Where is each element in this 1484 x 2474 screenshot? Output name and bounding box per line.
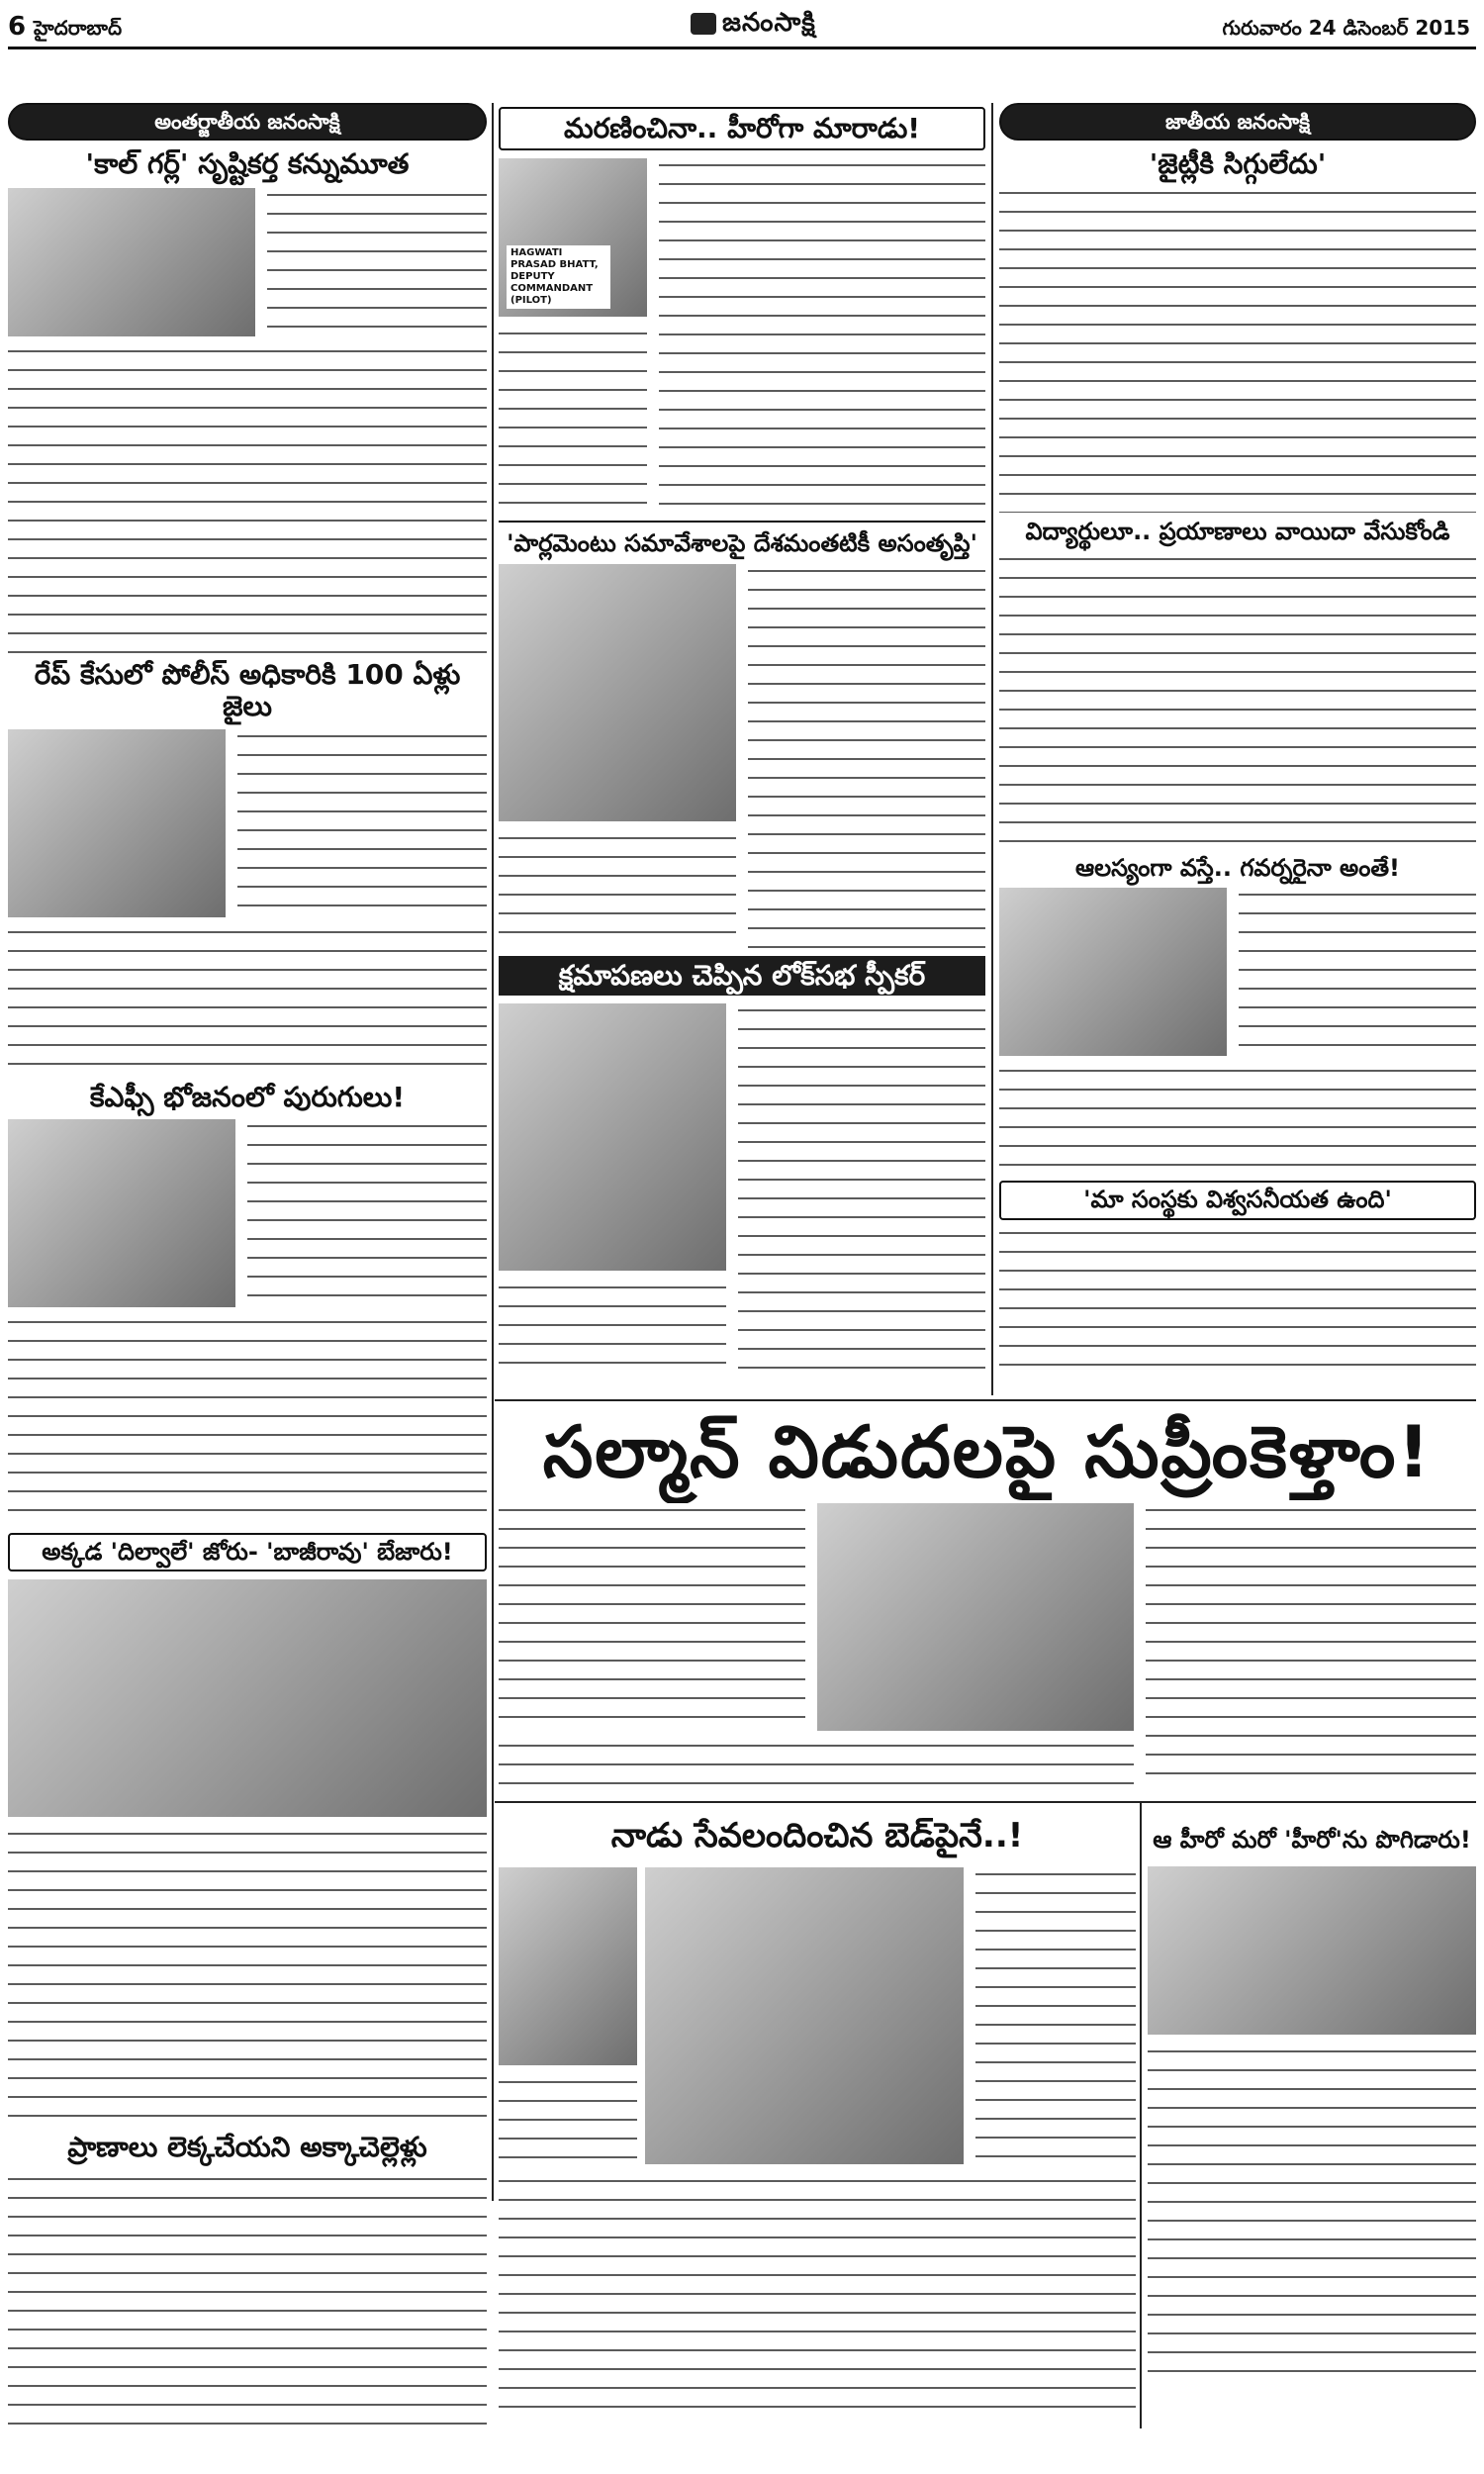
kfc-photo [8, 1119, 235, 1307]
bed-photo-hospital [645, 1867, 964, 2164]
hero-photo [499, 158, 647, 317]
callgirl-text-1 [267, 188, 487, 336]
salman-text-2 [499, 1739, 1134, 1790]
masthead-logo-icon [691, 13, 716, 35]
column-rule-left [492, 103, 494, 2201]
national-section-banner: జాతీయ జనంసాక్షి [999, 103, 1476, 141]
governor-article [999, 888, 1476, 1175]
parliament-text-1 [499, 831, 736, 950]
rape-case-text-1 [237, 729, 487, 917]
speaker-headline: క్షమాపణలు చెప్పిన లోక్‌సభ స్పీకర్ [499, 956, 985, 996]
hero-again-headline: ఆ హీరో మరో 'హీరో'ను పొగిడారు! [1153, 1826, 1471, 1854]
rape-case-text-2 [8, 925, 487, 1076]
parliament-article [499, 564, 985, 950]
section-rule-salman-top [495, 1399, 1476, 1401]
section-rule-salman-bottom [495, 1801, 1476, 1803]
salman-text-1 [499, 1503, 805, 1731]
kfc-headline: కేఎఫ్సీ భోజనంలో పురుగులు! [89, 1080, 406, 1113]
edition-city: హైదరాబాద్ [34, 16, 123, 40]
international-section-banner: అంతర్జాతీయ జనంసాక్షి [8, 103, 487, 141]
bed-text-1 [499, 2075, 637, 2164]
hero-text-1 [499, 327, 647, 515]
salman-photo [817, 1503, 1134, 1731]
jaitley-article [999, 186, 1476, 513]
students-headline: విద్యార్థులూ.. ప్రయాణాలు వాయిదా వేసుకోండి [1025, 518, 1450, 546]
dilwale-headline: అక్కడ 'దిల్వాలే' జోరు- 'బాజీరావు' బేజారు! [8, 1533, 487, 1572]
hero-text-2 [659, 158, 985, 515]
speaker-text-2 [738, 1003, 985, 1380]
salman-article [499, 1503, 1476, 1790]
bed-text-3 [499, 2174, 1136, 2422]
left-column [8, 103, 487, 2428]
bed-photo-nurse [499, 1867, 637, 2065]
governor-photo [999, 888, 1227, 1056]
parliament-headline: 'పార్లమెంటు సమావేశాలపై దేశమంతటికీ అసంతృప్తి' [499, 521, 985, 558]
callgirl-photo [8, 188, 255, 336]
bed-article [499, 1867, 1136, 2422]
institution-headline: 'మా సంస్థకు విశ్వసనీయత ఉంది' [999, 1181, 1476, 1220]
callgirl-text-2 [8, 344, 487, 653]
governor-text-1 [1239, 888, 1476, 1056]
hero-again-section [1148, 1807, 1476, 2430]
parliament-text-2 [748, 564, 985, 950]
page-number: 6 [8, 12, 27, 42]
dilwale-article [8, 1579, 487, 2124]
jaitley-headline: 'జైట్లీకి సిగ్గులేదు' [1149, 147, 1327, 180]
salman-section [499, 1405, 1476, 1797]
bed-section [499, 1807, 1136, 2430]
sisters-text [8, 2172, 487, 2428]
callgirl-headline: 'కాల్ గర్ల్' సృష్టికర్త కన్నుమూత [85, 147, 410, 180]
students-text [999, 552, 1476, 849]
speaker-text-1 [499, 1281, 726, 1380]
kfc-text-1 [247, 1119, 487, 1307]
hero-again-article [1148, 1866, 1476, 2381]
page-header [8, 6, 1476, 49]
parliament-photo [499, 564, 736, 821]
jaitley-text [999, 186, 1476, 513]
kfc-article [8, 1119, 487, 1525]
right-column [999, 103, 1476, 1395]
hero-headline: మరణించినా.. హీరోగా మారాడు! [499, 107, 985, 150]
governor-headline: ఆలస్యంగా వస్తే.. గవర్నరైనా అంతే! [1075, 853, 1400, 882]
column-rule-right [991, 103, 993, 1395]
hero-photo-caption: HAGWATI PRASAD BHATT, DEPUTY COMMANDANT (PILOT) [507, 245, 610, 309]
hero-again-text [1148, 2045, 1476, 2381]
middle-column [499, 103, 985, 1395]
bed-text-2 [975, 1867, 1136, 2164]
institution-article [999, 1226, 1476, 1375]
salman-text-3 [1146, 1503, 1476, 1790]
speaker-article [499, 1003, 985, 1380]
callgirl-article [8, 188, 487, 653]
institution-text [999, 1226, 1476, 1375]
dilwale-text [8, 1827, 487, 2124]
students-article [999, 552, 1476, 849]
hero-article [499, 158, 985, 515]
kfc-text-2 [8, 1315, 487, 1525]
rape-case-headline: రేప్ కేసులో పోలీస్ అధికారికి 100 ఏళ్లు జైలు [34, 658, 461, 723]
bed-headline: నాడు సేవలందించిన బెడ్‌పైనే..! [610, 1816, 1024, 1856]
sisters-headline: ప్రాణాలు లెక్కచేయని అక్కాచెల్లెళ్లు [67, 2131, 427, 2164]
hero-again-photo [1148, 1866, 1476, 2035]
speaker-photo [499, 1003, 726, 1271]
rape-case-photo [8, 729, 226, 917]
sisters-article [8, 2172, 487, 2428]
column-rule-bottom [1140, 1803, 1142, 2428]
rape-case-article [8, 729, 487, 1076]
masthead-title: జనంసాక్షి [722, 8, 816, 38]
masthead [691, 8, 816, 44]
issue-date: గురువారం 24 డిసెంబర్ 2015 [1222, 16, 1470, 40]
salman-headline: సల్మాన్ విడుదలపై సుప్రీంకెళ్తాం! [542, 1410, 1433, 1493]
governor-text-2 [999, 1064, 1476, 1175]
dilwale-photo [8, 1579, 487, 1817]
